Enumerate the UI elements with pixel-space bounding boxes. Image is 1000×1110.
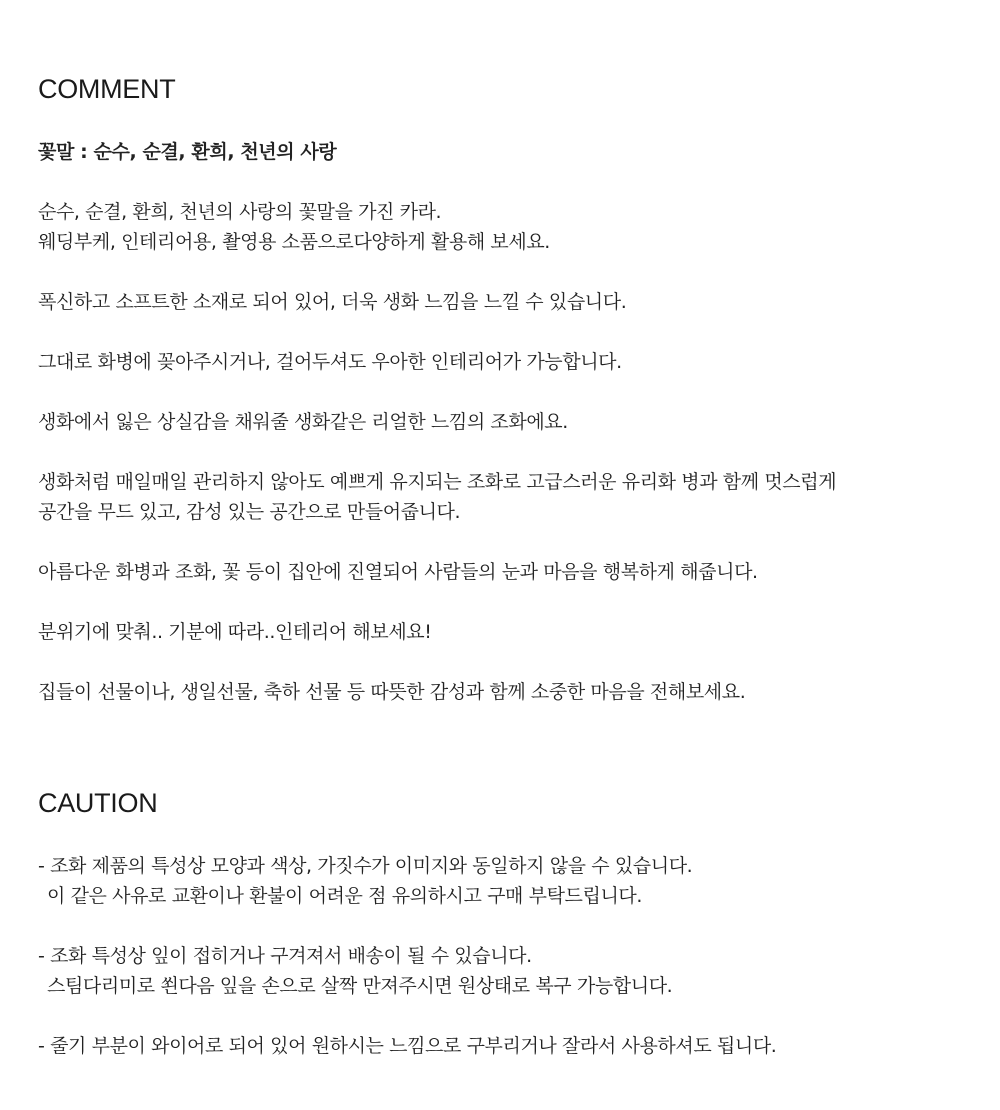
comment-paragraph-line: 분위기에 맞춰.. 기분에 따라..인테리어 해보세요! [38,621,432,643]
comment-paragraph-line: 웨딩부케, 인테리어용, 촬영용 소품으로다양하게 활용해 보세요. [38,231,550,253]
caution-item-detail: 이 같은 사유로 교환이나 환불이 어려운 점 유의하시고 구매 부탁드립니다. [47,885,643,907]
comment-paragraph-line: 집들이 선물이나, 생일선물, 축하 선물 등 따뜻한 감성과 함께 소중한 마음을 전해보세요. [38,681,746,703]
flower-language: 꽃말 : 순수, 순결, 환희, 천년의 사랑 [38,141,337,163]
comment-paragraph-line: 공간을 무드 있고, 감성 있는 공간으로 만들어줍니다. [38,501,461,523]
comment-paragraph-line: 그대로 화병에 꽂아주시거나, 걸어두셔도 우아한 인테리어가 가능합니다. [38,351,622,373]
caution-item: - 조화 특성상 잎이 접히거나 구겨져서 배송이 될 수 있습니다. [38,945,532,967]
comment-paragraph-line: 생화처럼 매일매일 관리하지 않아도 예쁘게 유지되는 조화로 고급스러운 유리화 병과 함께 멋스럽게 [38,471,837,493]
comment-section [38,137,978,707]
comment-paragraph-line: 아름다운 화병과 조화, 꽃 등이 집안에 진열되어 사람들의 눈과 마음을 행복하게 해줍니다. [38,561,758,583]
caution-heading: CAUTION [38,788,158,818]
caution-item: - 조화 제품의 특성상 모양과 색상, 가짓수가 이미지와 동일하지 않을 수 있습니다. [38,855,693,877]
comment-paragraph-line: 순수, 순결, 환희, 천년의 사랑의 꽃말을 가진 카라. [38,201,442,223]
caution-item: - 줄기 부분이 와이어로 되어 있어 원하시는 느낌으로 구부리거나 잘라서 사용하셔도 됩니다. [38,1035,777,1057]
comment-paragraph-line: 폭신하고 소프트한 소재로 되어 있어, 더욱 생화 느낌을 느낄 수 있습니다. [38,291,627,313]
caution-item-detail: 스팀다리미로 쐰다음 잎을 손으로 살짝 만져주시면 원상태로 복구 가능합니다. [47,975,673,997]
caution-section [38,851,978,1061]
comment-heading: COMMENT [38,74,176,104]
comment-paragraph-line: 생화에서 잃은 상실감을 채워줄 생화같은 리얼한 느낌의 조화에요. [38,411,568,433]
